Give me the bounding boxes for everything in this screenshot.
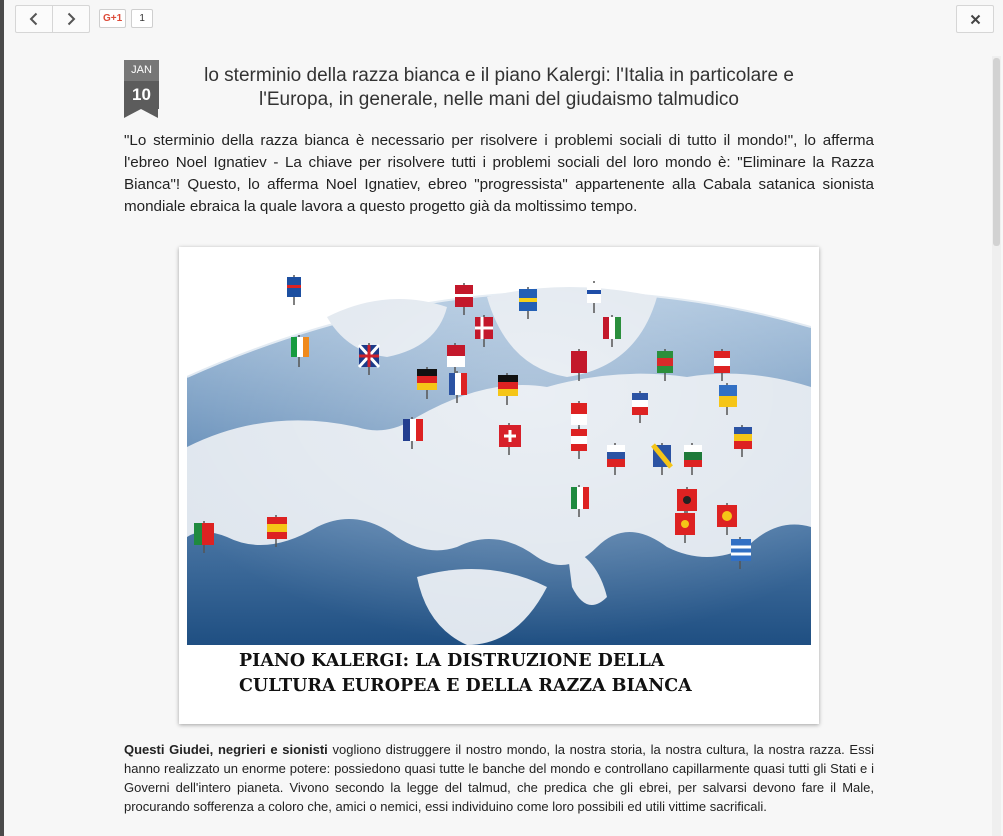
post-body-lead: Questi Giudei, negrieri e sionisti (124, 742, 328, 757)
chevron-left-icon (29, 12, 39, 26)
post-date-day: 10 (124, 81, 159, 109)
google-plus-count: 1 (131, 9, 153, 28)
google-plus-one-button[interactable]: G+1 (99, 9, 126, 28)
previous-post-button[interactable] (16, 6, 52, 32)
figure-caption-line-2: CULTURA EUROPEA E DELLA RAZZA BIANCA (239, 676, 692, 696)
window-edge (0, 0, 4, 836)
figure-caption-line-1: PIANO KALERGI: LA DISTRUZIONE DELLA (239, 651, 665, 671)
next-post-button[interactable] (52, 6, 89, 32)
post-intro: "Lo sterminio della razza bianca è necessario per risolvere i problemi sociali di tutto il mondo!", lo afferma l'ebreo Noel Ignatiev - La chiave per risolvere tutti i problemi sociali del loro mondo è: "Eliminare la Razza Bianca"! Questo, lo afferma Noel Ignatiev, ebreo "progressista" appartenente alla Cabala satanica sionista mondiale ebraica la quale lavora a questo progetto già da moltissimo tempo. (124, 132, 874, 215)
close-button[interactable] (956, 5, 994, 33)
close-icon (970, 14, 981, 25)
post-body-text: vogliono distruggere il nostro mondo, la nostra storia, la nostra cultura, la nostra razza. Essi hanno realizzato un enorme potere: possiedono quasi tutte le banche del mondo e controllano capillarmente quasi tutti gli Stati e i Governi dell'intero pianeta. Vivono secondo la legge del talmud, che predica che gli ebrei, per salvarsi devono fare il Male, procurando sofferenza a coloro che, amici o nemici, essi individuino come loro possibili ed utili vittime sacrificali. (124, 742, 874, 814)
post-body-paragraph (124, 740, 874, 816)
date-badge-ribbon (124, 109, 158, 118)
viewer-toolbar (0, 0, 1003, 40)
figure-caption-panel (187, 645, 811, 717)
post-date-month: JAN (124, 60, 159, 81)
google-plus-widget (99, 9, 153, 28)
post-navigation (15, 5, 90, 33)
chevron-right-icon (66, 12, 76, 26)
scrollbar-thumb[interactable] (993, 58, 1000, 246)
post-title: lo sterminio della razza bianca e il piano Kalergi: l'Italia in particolare e l'Europa, in generale, nelle mani del giudaismo talmudico (204, 65, 794, 110)
post-date-badge (124, 60, 159, 118)
post-figure (179, 247, 819, 724)
europe-flags-map-image (187, 257, 811, 645)
